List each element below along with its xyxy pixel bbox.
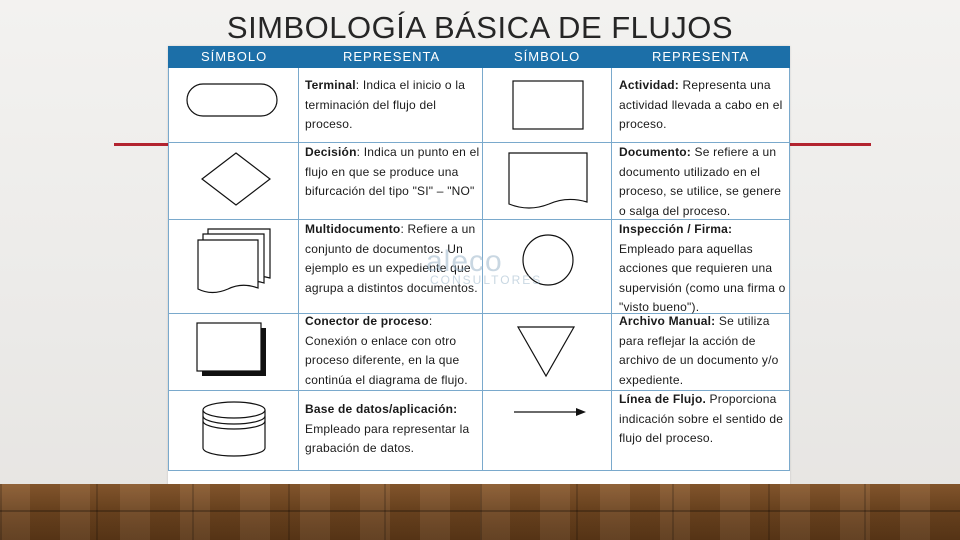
grid-line (611, 68, 612, 471)
connector-text: Conexión o enlace con otro proceso diferente, en la que continúa el diagrama de flujo. (305, 333, 468, 387)
manual-file-description (619, 312, 787, 390)
document-icon (507, 150, 597, 215)
activity-description (619, 76, 787, 135)
connector-description: Conector de proceso: Conexión o enlace con otro proceso diferente, en la que continúa el diagrama de flujo. (305, 314, 468, 387)
multi-document-icon (194, 226, 284, 306)
header-represents-1: REPRESENTA (343, 49, 441, 64)
header-symbol-2: SÍMBOLO (514, 49, 581, 64)
decision-icon (198, 150, 278, 210)
inspection-description (619, 220, 787, 318)
inspection-name: Inspección / Firma: (619, 222, 733, 236)
slide-title: SIMBOLOGÍA BÁSICA DE FLUJOS (226, 10, 734, 45)
accent-rule-left (114, 143, 170, 146)
terminal-description: Terminal: Indica el inicio o la terminación del flujo del proceso. (305, 78, 466, 131)
document-description (619, 143, 787, 221)
database-icon (200, 400, 270, 462)
terminal-icon (186, 82, 286, 122)
manual-file-text: Se utiliza para reflejar la acción de archivo de un documento y/o expediente. (619, 314, 779, 387)
grid-line (168, 68, 169, 471)
database-name: Base de datos/aplicación: (305, 402, 458, 416)
database-description (305, 400, 480, 459)
flow-line-description (619, 390, 787, 449)
activity-icon (511, 78, 591, 133)
connector-icon (194, 320, 274, 380)
table-header (168, 46, 790, 68)
decision-description: Decisión: Indica un punto en el flujo en que se produce una bifurcación del tipo "SI" – "NO" (305, 145, 480, 198)
activity-text: Representa una actividad llevada a cabo en el proceso. (619, 78, 783, 131)
header-represents-2: REPRESENTA (652, 49, 750, 64)
database-text: Empleado para representar la grabación de datos. (305, 421, 470, 455)
watermark-logo: aleco CONSULTORES (426, 245, 543, 287)
multi-document-description: Multidocumento: Refiere a un conjunto de documentos. Un ejemplo es un expediente que agrupa a distintos documentos. (305, 222, 478, 295)
grid-line (168, 470, 790, 471)
multi-document-name: Multidocumento (305, 222, 401, 236)
manual-file-name: Archivo Manual: (619, 314, 716, 328)
header-symbol-1: SÍMBOLO (201, 49, 268, 64)
accent-rule-right (790, 143, 871, 146)
wood-floor (0, 484, 960, 540)
flow-line-icon (512, 404, 592, 420)
decision-text: Indica un punto en el flujo en que se produce una bifurcación del tipo "SI" – "NO" (305, 145, 480, 198)
manual-file-icon (514, 324, 584, 384)
flow-line-name: Línea de Flujo. (619, 392, 707, 406)
grid-line (789, 68, 790, 471)
multi-document-text: Refiere a un conjunto de documentos. Un ejemplo es un expediente que agrupa a distintos documentos. (305, 222, 478, 295)
terminal-name: Terminal (305, 78, 356, 92)
connector-name: Conector de proceso (305, 314, 429, 328)
decision-name: Decisión (305, 145, 357, 159)
flow-line-text: Proporciona indicación sobre el sentido de flujo del proceso. (619, 392, 784, 445)
document-text: Se refiere a un documento utilizado en el proceso, se utilice, se genere o salga del proceso. (619, 145, 782, 218)
terminal-text: Indica el inicio o la terminación del flujo del proceso. (305, 78, 466, 131)
inspection-text: Empleado para aquellas acciones que requieren una supervisión (como una firma o "visto bueno"). (619, 241, 786, 314)
activity-name: Actividad: (619, 78, 680, 92)
grid-line (298, 68, 299, 471)
document-name: Documento: (619, 145, 691, 159)
